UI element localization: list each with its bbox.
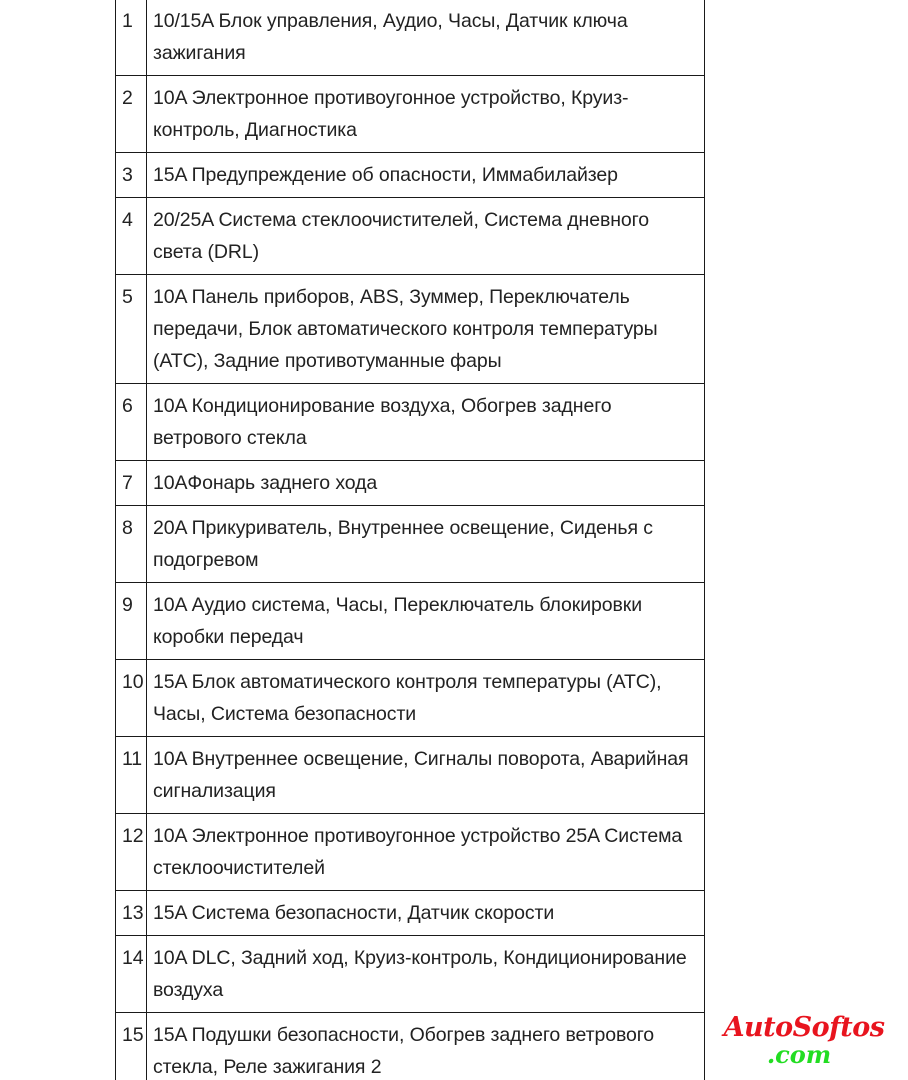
fuse-number: 2 — [116, 76, 147, 153]
fuse-description: 15A Подушки безопасности, Обогрев заднего ветрового стекла, Реле зажигания 2 — [147, 1013, 705, 1080]
fuse-description: 10A Электронное противоугонное устройство 25A Система стеклоочистителей — [147, 814, 705, 891]
fuse-number: 7 — [116, 461, 147, 506]
watermark-logo — [704, 1014, 904, 1067]
fuse-description: 15A Предупреждение об опасности, Иммабилайзер — [147, 153, 705, 198]
fuse-number: 14 — [116, 936, 147, 1013]
fuse-number: 1 — [116, 0, 147, 76]
fuse-number: 10 — [116, 660, 147, 737]
table-row — [116, 660, 705, 737]
fuse-number: 13 — [116, 891, 147, 936]
fuse-table — [115, 0, 705, 1080]
fuse-description: 10/15A Блок управления, Аудио, Часы, Датчик ключа зажигания — [147, 0, 705, 76]
fuse-description: 15A Блок автоматического контроля температуры (АТС), Часы, Система безопасности — [147, 660, 705, 737]
fuse-number: 9 — [116, 583, 147, 660]
fuse-number: 15 — [116, 1013, 147, 1080]
fuse-description: 15A Система безопасности, Датчик скорости — [147, 891, 705, 936]
fuse-description: 10A Кондиционирование воздуха, Обогрев заднего ветрового стекла — [147, 384, 705, 461]
watermark-tld: .com — [766, 1040, 832, 1069]
fuse-number: 4 — [116, 198, 147, 275]
table-row — [116, 384, 705, 461]
table-row — [116, 461, 705, 506]
table-row — [116, 275, 705, 384]
table-row — [116, 814, 705, 891]
fuse-description: 10A Электронное противоугонное устройство, Круиз-контроль, Диагностика — [147, 76, 705, 153]
fuse-description: 20A Прикуриватель, Внутреннее освещение, Сиденья с подогревом — [147, 506, 705, 583]
fuse-number: 6 — [116, 384, 147, 461]
fuse-description: 10AФонарь заднего хода — [147, 461, 705, 506]
watermark-brand: AutoSoftos — [723, 1012, 885, 1043]
fuse-table-body — [116, 0, 705, 1080]
table-row — [116, 153, 705, 198]
table-row — [116, 198, 705, 275]
fuse-description: 10A DLC, Задний ход, Круиз-контроль, Кондиционирование воздуха — [147, 936, 705, 1013]
fuse-number: 11 — [116, 737, 147, 814]
table-row — [116, 1013, 705, 1080]
fuse-description: 10A Аудио система, Часы, Переключатель блокировки коробки передач — [147, 583, 705, 660]
fuse-number: 8 — [116, 506, 147, 583]
table-row — [116, 76, 705, 153]
fuse-number: 12 — [116, 814, 147, 891]
fuse-description: 10A Внутреннее освещение, Сигналы поворота, Аварийная сигнализация — [147, 737, 705, 814]
fuse-description: 20/25A Система стеклоочистителей, Система дневного света (DRL) — [147, 198, 705, 275]
table-row — [116, 0, 705, 76]
table-row — [116, 936, 705, 1013]
fuse-description: 10A Панель приборов, ABS, Зуммер, Переключатель передачи, Блок автоматического контроля температуры (АТС), Задние противотуманные фары — [147, 275, 705, 384]
table-row — [116, 506, 705, 583]
table-row — [116, 891, 705, 936]
table-row — [116, 583, 705, 660]
fuse-number: 5 — [116, 275, 147, 384]
table-row — [116, 737, 705, 814]
fuse-number: 3 — [116, 153, 147, 198]
